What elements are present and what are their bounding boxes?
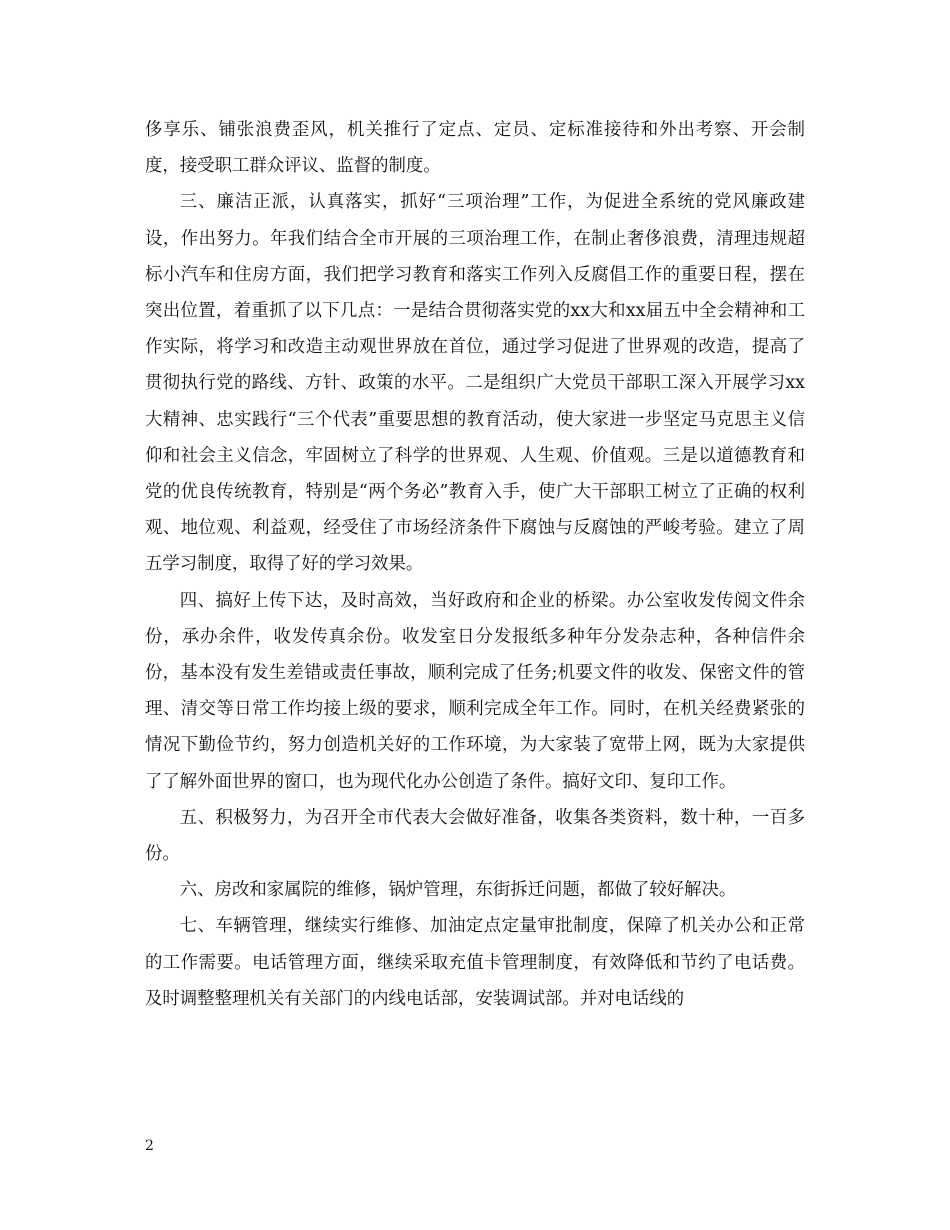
paragraph-continuation: 侈享乐、铺张浪费歪风，机关推行了定点、定员、定标准接待和外出考察、开会制度，接受职工群众评议、监督的制度。 (145, 120, 805, 177)
paragraph-section-four: 四、搞好上传下达，及时高效，当好政府和企业的桥梁。办公室收发传阅文件余份，承办余件，收发传真余份。收发室日分发报纸多种年分发杂志种，各种信件余份，基本没有发生差错或责任事故，顺利完成了任务;机要文件的收发、保密文件的管理、清交等日常工作均接上级的要求，顺利完成全年工作。同时，在机关经费紧张的情况下勤俭节约，努力创造机关好的工作环境，为大家装了宽带上网，既为大家提供了了解外面世界的窗口，也为现代化办公创造了条件。搞好文印、复印工作。 (145, 590, 805, 792)
paragraph-section-seven: 七、车辆管理，继续实行维修、加油定点定量审批制度，保障了机关办公和正常的工作需要。电话管理方面，继续采取充值卡管理制度，有效降低和节约了电话费。及时调整整理机关有关部门的内线电话部，安装调试部。并对电话线的 (145, 916, 805, 1009)
paragraph-section-five: 五、积极努力，为召开全市代表大会做好准备，收集各类资料，数十种，一百多份。 (145, 807, 805, 865)
paragraph-section-three: 三、廉洁正派，认真落实，抓好“三项治理”工作，为促进全系统的党风廉政建设，作出努力。年我们结合全市开展的三项治理工作，在制止奢侈浪费，清理违规超标小汽车和住房方面，我们把学习教育和落实工作列入反腐倡工作的重要日程，摆在突出位置，着重抓了以下几点：一是结合贯彻落实党的xx大和xx届五中全会精神和工作实际，将学习和改造主动观世界放在首位，通过学习促进了世界观的改造，提高了贯彻执行党的路线、方针、政策的水平。二是组织广大党员干部职工深入开展学习xx大精神、忠实践行“三个代表”重要思想的教育活动，使大家进一步坚定马克思主义信仰和社会主义信念，牢固树立了科学的世界观、人生观、价值观。三是以道德教育和党的优良传统教育，特别是“两个务必”教育入手，使广大干部职工树立了正确的权利观、地位观、利益观，经受住了市场经济条件下腐蚀与反腐蚀的严峻考验。建立了周五学习制度，取得了好的学习效果。 (145, 192, 805, 575)
page-number: 2 (145, 1138, 154, 1154)
document-body (145, 112, 805, 1017)
paragraph-section-six: 六、房改和家属院的维修，锅炉管理，东街拆迁问题，都做了较好解决。 (179, 880, 737, 901)
